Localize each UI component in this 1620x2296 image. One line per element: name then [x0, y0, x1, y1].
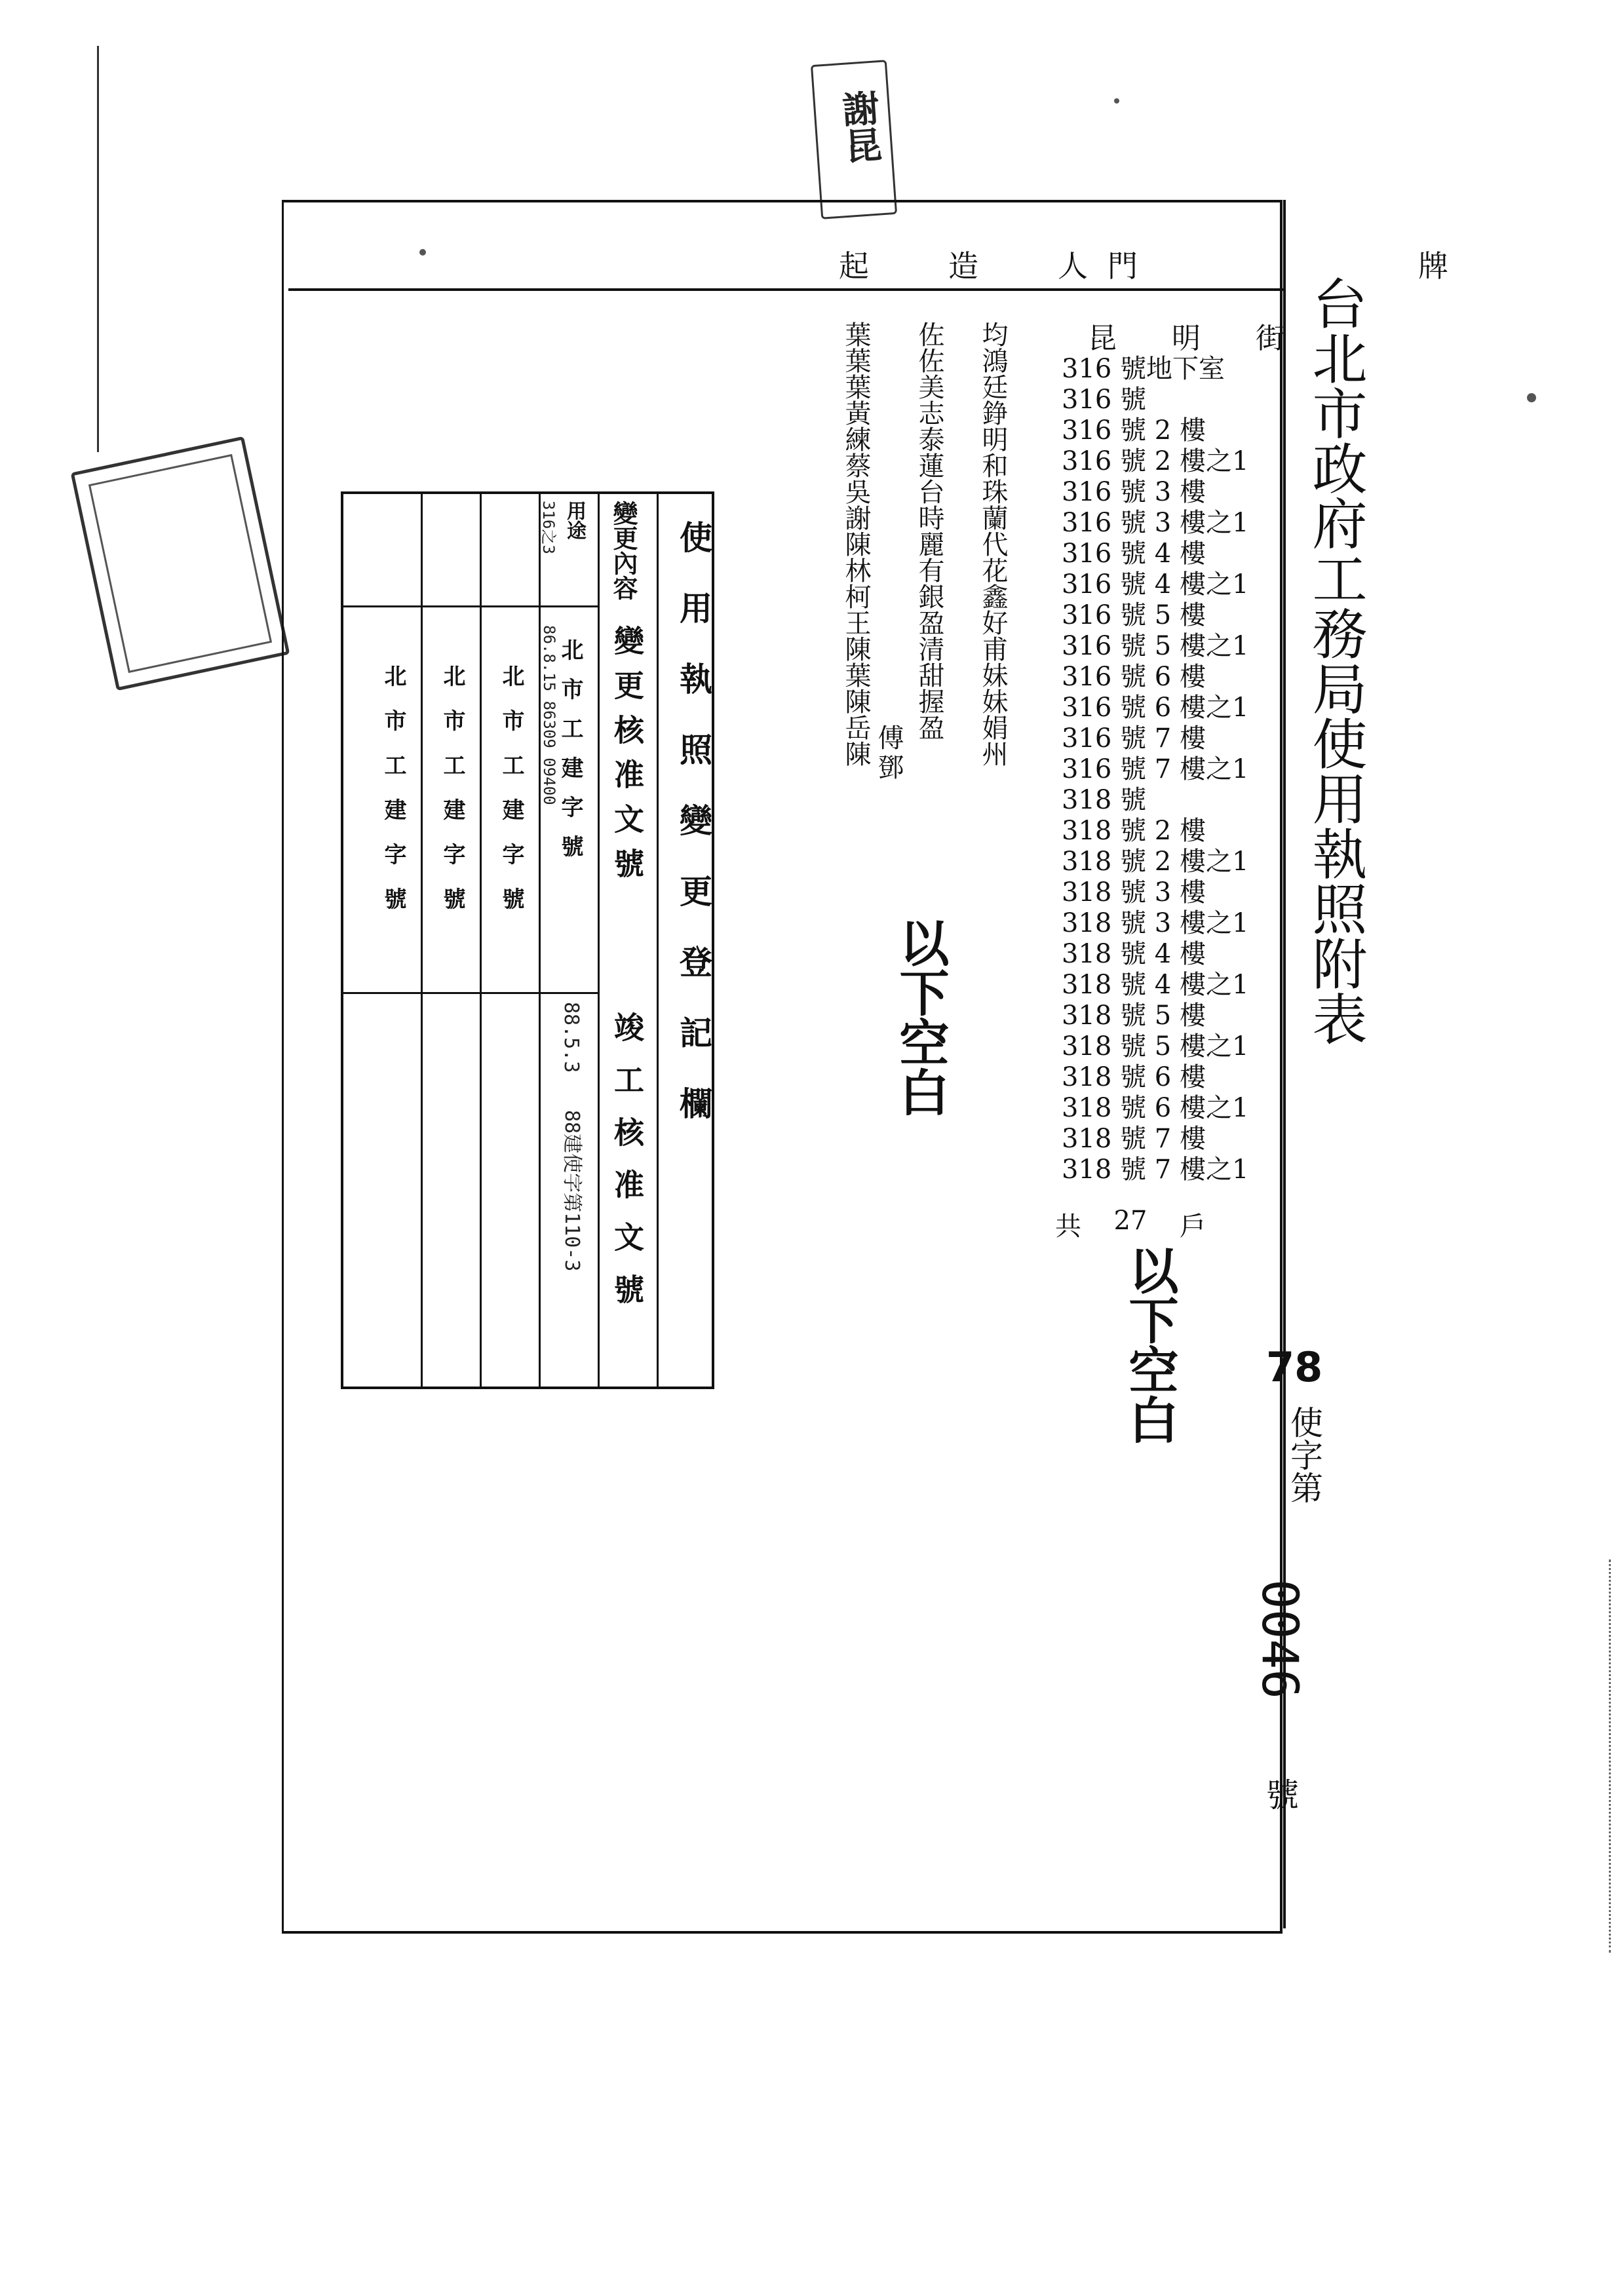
unit-total-count: 27: [1113, 1206, 1148, 1236]
address-unit: 318 號: [1062, 785, 1147, 815]
owner-names-col-2: 佐佐美志泰蓮台時麗有銀盈清甜握盈: [914, 321, 944, 740]
owner-header-char: 造: [948, 248, 978, 284]
permit-serial: 0046: [1251, 1579, 1309, 1700]
table-divider: [657, 494, 659, 1387]
owner-names-col-1: 均鴻廷錚明和珠蘭代花鑫好甫妹妹娟州: [978, 321, 1008, 767]
owner-extra-name: 傅: [874, 724, 904, 750]
blank-below-stamp: 以下空白: [1121, 1245, 1179, 1444]
seal-stamp-inner: [88, 454, 272, 673]
street-name: [1088, 315, 1284, 356]
unit-total-suffix: 戶: [1180, 1212, 1206, 1242]
address-unit: 318 號 4 樓: [1062, 939, 1206, 969]
row-content: 用途: [563, 501, 586, 540]
address-unit: 318 號 2 樓: [1062, 816, 1206, 846]
seal-stamp: [71, 436, 290, 691]
scan-speck: [1527, 393, 1536, 402]
address-unit: 316 號 6 樓之1: [1062, 693, 1249, 723]
table-divider: [343, 605, 598, 607]
permit-suffix: 號: [1266, 1776, 1299, 1814]
row-approval-no: 北市工建字號: [557, 638, 583, 874]
row-completion-handwriting: 88.5.3: [560, 1002, 583, 1073]
address-unit: 318 號 5 樓: [1062, 1001, 1206, 1031]
header-approval-no: 變更核准文號: [609, 625, 645, 892]
scan-margin-line: [97, 46, 99, 452]
address-unit: 318 號 7 樓之1: [1062, 1155, 1249, 1185]
header-change-content: 變更內容: [609, 501, 638, 600]
address-unit: 316 號 5 樓之1: [1062, 631, 1249, 661]
row-approval-no: 北市工建字號: [498, 664, 524, 932]
row-content-note: 316之3: [539, 501, 558, 554]
change-table-title: 使用執照變更登記欄: [674, 520, 712, 1157]
address-unit: 316 號 3 樓之1: [1062, 508, 1249, 538]
scan-speck: [1114, 98, 1119, 104]
door-header-char: 門: [1108, 248, 1138, 284]
address-list: [1062, 354, 1284, 1185]
unit-total: [1055, 1206, 1206, 1243]
header-divider: [288, 288, 1284, 291]
address-unit: 318 號 7 樓: [1062, 1124, 1206, 1154]
address-unit: 316 號 4 樓: [1062, 539, 1206, 569]
address-unit: 316 號 7 樓: [1062, 723, 1206, 754]
scan-margin-line: [1609, 1559, 1611, 1953]
address-unit: 318 號 4 樓之1: [1062, 970, 1249, 1000]
change-record-table: [341, 491, 714, 1389]
header-completion-no: 竣工核准文號: [609, 1012, 645, 1326]
row-approval-no: 北市工建字號: [380, 664, 406, 932]
blank-below-stamp: 以下空白: [891, 917, 950, 1117]
address-unit: 316 號 7 樓之1: [1062, 754, 1249, 784]
address-unit: 316 號地下室: [1062, 354, 1225, 384]
column-header: [839, 242, 1448, 284]
table-divider: [343, 992, 598, 994]
address-unit: 316 號 2 樓: [1062, 415, 1206, 446]
address-unit: 316 號 4 樓之1: [1062, 569, 1249, 600]
address-unit: 318 號 3 樓: [1062, 877, 1206, 908]
address-unit: 316 號 6 樓: [1062, 662, 1206, 692]
address-unit: 318 號 6 樓: [1062, 1062, 1206, 1092]
address-unit: 316 號 3 樓: [1062, 477, 1206, 507]
scan-speck: [419, 249, 426, 256]
table-divider: [480, 494, 482, 1387]
address-unit: 318 號 3 樓之1: [1062, 908, 1249, 938]
owner-names-col-3: 葉葉葉黃練蔡吳謝陳林柯王陳葉陳岳陳: [841, 321, 871, 767]
permit-word: 使字第: [1285, 1406, 1323, 1504]
row-completion-handwriting: 88建使字第110-3: [560, 1110, 583, 1272]
address-unit: 318 號 5 樓之1: [1062, 1031, 1249, 1062]
street-char: 明: [1172, 322, 1201, 355]
address-unit: 316 號 5 樓: [1062, 600, 1206, 630]
street-char: 昆: [1088, 322, 1117, 355]
owner-header-char: 人: [1058, 248, 1088, 284]
door-number-header: [1108, 242, 1448, 286]
table-divider: [598, 494, 600, 1387]
table-divider: [421, 494, 423, 1387]
address-unit: 318 號 6 樓之1: [1062, 1093, 1249, 1123]
address-unit: 316 號: [1062, 385, 1147, 415]
door-header-char: 牌: [1418, 248, 1448, 284]
approval-stamp-text: 謝昆: [835, 88, 884, 165]
permit-year: 78: [1266, 1343, 1323, 1391]
owner-header-char: 起: [839, 248, 869, 284]
owner-extra-name: 鄧: [874, 754, 904, 780]
street-char: 街: [1256, 322, 1284, 355]
owner-header: [839, 242, 1088, 286]
address-unit: 318 號 2 樓之1: [1062, 847, 1249, 877]
row-approval-no: 北市工建字號: [439, 664, 465, 932]
address-unit: 316 號 2 樓之1: [1062, 446, 1249, 476]
document-title: 台北市政府工務局使用執照附表: [1303, 275, 1368, 1046]
unit-total-prefix: 共: [1055, 1212, 1081, 1242]
row-approval-handwriting: 86.8.15 86309 09400: [540, 625, 558, 805]
approval-stamp: [811, 60, 897, 220]
